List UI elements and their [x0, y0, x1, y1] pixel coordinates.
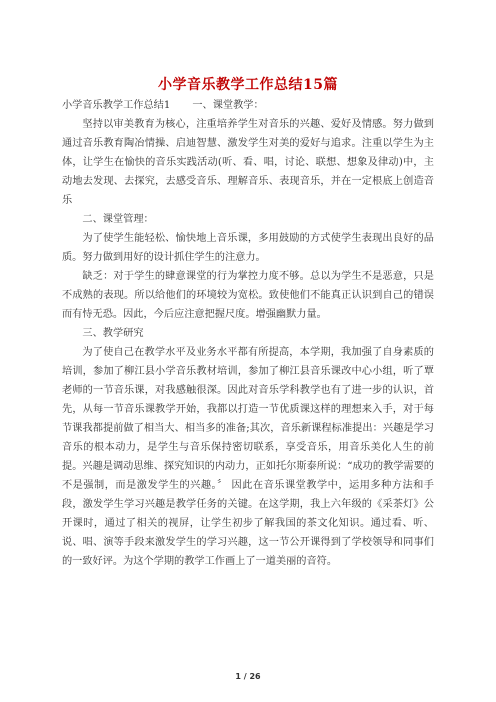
section-heading-2: 二、课堂管理：: [82, 214, 154, 225]
section-heading-3: 三、教学研究: [82, 328, 144, 339]
page-number: 1 / 26: [235, 672, 261, 681]
paragraph-3: 缺乏：对于学生的肆意课堂的行为掌控力度不够。总以为学生不是恶意，只是不成熟的表现。所以给他们的环境较为宽松。致使他们不能真正认识到自己的错误而有恃无恐。因此，今后应注意把握尺度。增强幽默力量。: [62, 271, 434, 320]
paragraph-4: 为了使自己在教学水平及业务水平都有所提高，本学期，我加强了自身素质的培训，参加了柳江县小学音乐教材培训，参加了柳江县音乐课改中心小组，听了覃老师的一节音乐课，对我感触很深。因此对音乐学科教学也有了进一步的认识，首先，从每一节音乐课教学开始，我都以打造一节优质课这样的理想来入手，对于每节课我都提前做了相当大、相当多的准备;其次，音乐新课程标准提出：兴趣是学习音乐的根本动力，是学生与音乐保持密切联系，享受音乐，用音乐美化人生的前提。兴趣是调动思维、探究知识的内动力，正如托尔斯泰所说：“成功的教学需要的不是强制，而是激发学生的兴趣。〞 因此在音乐课堂教学中，运用多种方法和手段，激发学生学习兴趣是教学任务的关键。在这学期，我上六年级的《采茶灯》公开课时，通过了相关的视屏，让学生初步了解我国的茶文化知识。通过看、听、说、唱、演等手段来激发学生的学习兴趣，这一节公开课得到了学校领导和同事们的一致好评。为这个学期的教学工作画上了一道美丽的音符。: [62, 347, 434, 567]
section-heading-1: 一、课堂教学：: [192, 100, 264, 111]
first-line: [62, 96, 434, 115]
document-body: [62, 96, 434, 571]
document-title: 小学音乐教学工作总结15篇: [158, 77, 338, 93]
paragraph-1: 坚持以审美教育为核心，注重培养学生对音乐的兴趣、爱好及情感。努力做到通过音乐教育陶冶情操、启迪智慧、激发学生对美的爱好与追求。注重以学生为主体，让学生在愉快的音乐实践活动(听、看、唱，讨论、联想、想象及律动)中，主动地去发现、去探究，去感受音乐、理解音乐、表现音乐，并在一定根底上创造音乐: [62, 119, 434, 206]
paragraph-2: 为了使学生能轻松、愉快地上音乐课，多用鼓励的方式使学生表现出良好的品质。努力做到用好的设计抓住学生的注意力。: [62, 233, 434, 263]
document-subtitle: 小学音乐教学工作总结1: [62, 100, 171, 111]
